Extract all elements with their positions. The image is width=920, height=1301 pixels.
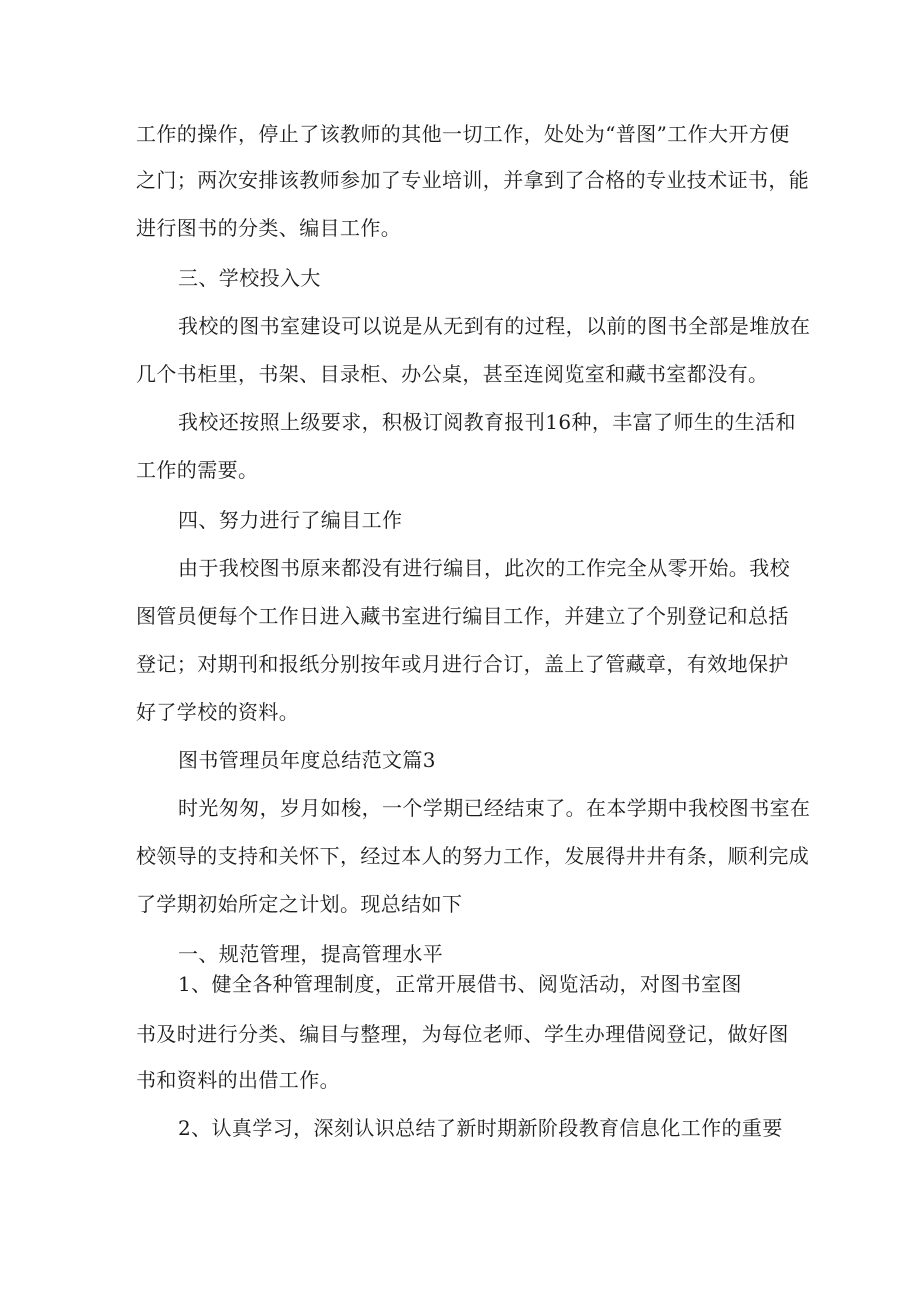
text-line: 我校的图书室建设可以说是从无到有的过程，以前的图书全部是堆放在	[178, 314, 811, 338]
section-heading: 三、学校投入大	[178, 266, 321, 290]
text-line: 时光匆匆，岁月如梭，一个学期已经结束了。在本学期中我校图书室在	[178, 796, 811, 820]
text-line: 了学期初始所定之计划。现总结如下	[136, 892, 463, 916]
section-heading: 一、规范管理，提高管理水平	[178, 942, 444, 966]
text-line: 我校还按照上级要求，积极订阅教育报刊16种，丰富了师生的生活和	[178, 410, 796, 434]
text-line: 2、认真学习，深刻认识总结了新时期新阶段教育信息化工作的重要	[178, 1116, 783, 1140]
text-line: 好了学校的资料。	[136, 700, 300, 724]
text-line: 工作的操作，停止了该教师的其他一切工作，处处为“普图”工作大开方便	[136, 122, 790, 146]
text-line: 由于我校图书原来都没有进行编目，此次的工作完全从零开始。我校	[178, 556, 790, 580]
section-heading: 四、努力进行了编目工作	[178, 508, 403, 532]
text-line: 图管员便每个工作日进入藏书室进行编目工作，并建立了个别登记和总括	[136, 604, 789, 628]
text-line: 登记；对期刊和报纸分别按年或月进行合订，盖上了管藏章，有效地保护	[136, 652, 789, 676]
text-line: 校领导的支持和关怀下，经过本人的努力工作，发展得井井有条，顺利完成	[136, 844, 810, 868]
text-line: 几个书柜里，书架、目录柜、办公桌，甚至连阅览室和藏书室都没有。	[136, 362, 769, 386]
text-line: 书及时进行分类、编目与整理，为每位老师、学生办理借阅登记，做好图	[136, 1022, 789, 1046]
text-line: 进行图书的分类、编目工作。	[136, 216, 402, 240]
text-line: 书和资料的出借工作。	[136, 1068, 340, 1092]
text-line: 1、健全各种管理制度，正常开展借书、阅览活动，对图书室图	[178, 972, 742, 996]
text-line: 工作的需要。	[136, 458, 259, 482]
article-title: 图书管理员年度总结范文篇3	[178, 748, 436, 772]
text-line: 之门；两次安排该教师参加了专业培训，并拿到了合格的专业技术证书，能	[136, 168, 810, 192]
